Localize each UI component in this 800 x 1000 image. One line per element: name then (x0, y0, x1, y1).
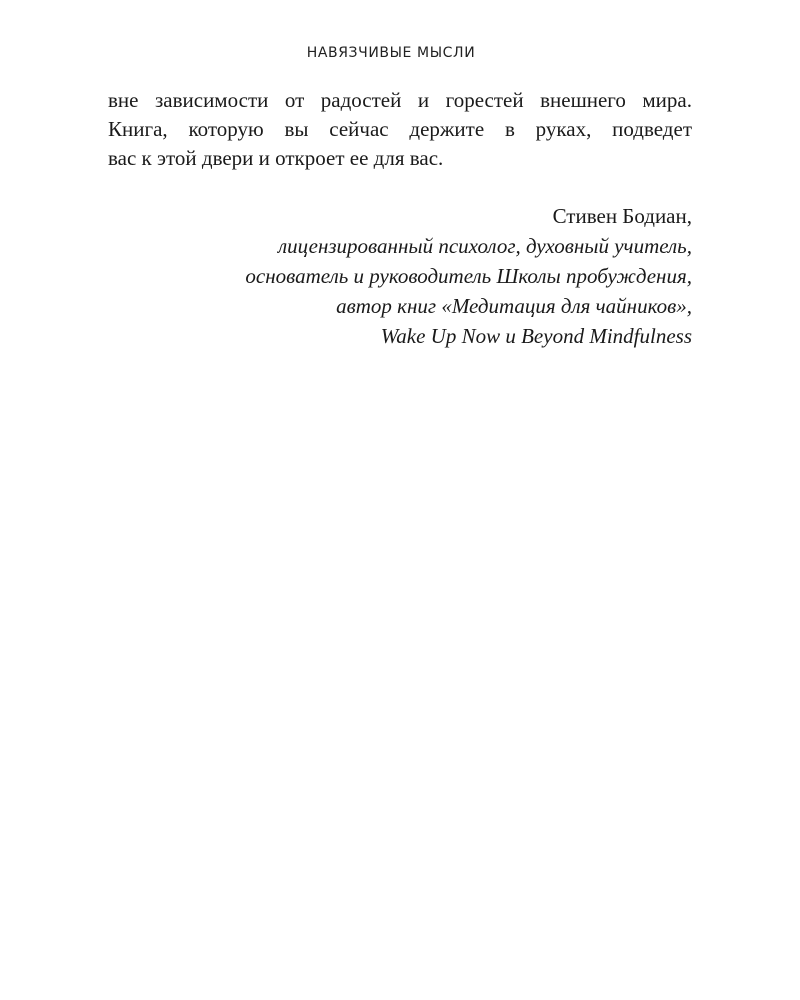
author-signature (132, 201, 692, 351)
author-credit-line: автор книг «Медитация для чайников», (336, 294, 692, 318)
body-paragraph (108, 86, 692, 173)
running-head: НАВЯЗЧИВЫЕ МЫСЛИ (306, 45, 476, 61)
author-credit-line: Wake Up Now и Beyond Mindfulness (380, 324, 692, 348)
body-line: вне зависимости от радостей и горестей внешнего мира. (108, 88, 692, 112)
body-line: Книга, которую вы сейчас держите в руках, подведет (108, 117, 692, 141)
author-credit-line: лицензированный психолог, духовный учитель, (277, 234, 692, 258)
author-credit-line: основатель и руководитель Школы пробуждения, (245, 264, 692, 288)
author-name: Стивен Бодиан, (552, 204, 692, 228)
body-line: вас к этой двери и откроет ее для вас. (108, 146, 444, 170)
